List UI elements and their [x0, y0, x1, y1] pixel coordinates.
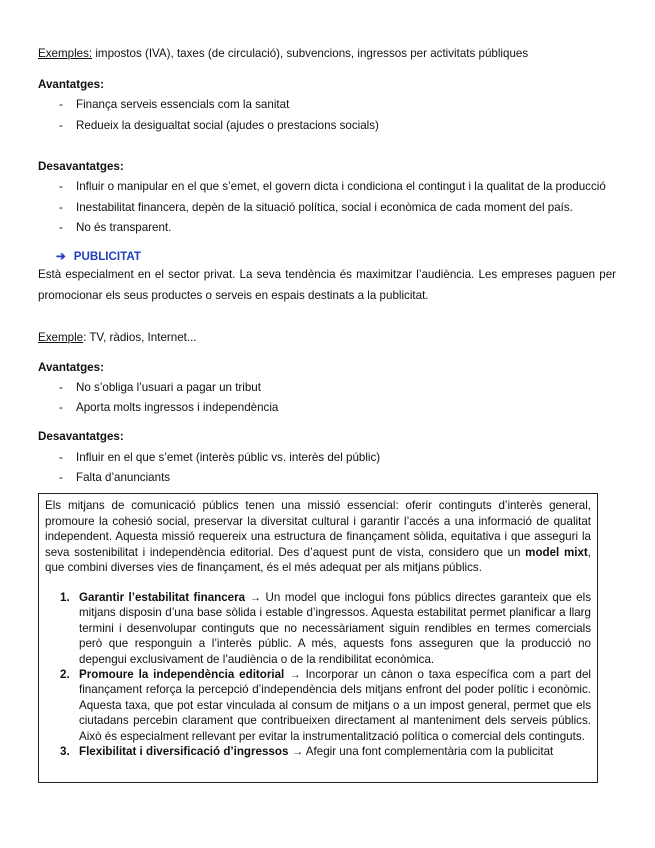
bullet-dash: -	[59, 119, 63, 132]
item-title: Promoure la independència editorial	[79, 668, 285, 682]
example-text: : TV, ràdios, Internet...	[83, 331, 197, 344]
item-number: 3.	[60, 745, 70, 759]
bullet-dash: -	[59, 471, 63, 484]
examples-label: Exemples:	[38, 47, 93, 60]
list-item-text: Redueix la desigualtat social (ajudes o prestacions socials)	[76, 119, 379, 132]
bullet-dash: -	[59, 180, 63, 193]
examples-line	[38, 47, 528, 60]
list-item-text: Falta d’anunciants	[76, 471, 171, 484]
item-text: → Afegir una font complementària com la publicitat	[288, 745, 554, 759]
numbered-item	[45, 744, 591, 759]
examples-text: impostos (IVA), taxes (de circulació), subvencions, ingressos per activitats públiques	[92, 47, 529, 60]
numbered-item	[45, 590, 591, 667]
example-line	[38, 331, 197, 344]
list-item-text: Influir en el que s’emet (interès públic vs. interès del públic)	[76, 451, 381, 464]
item-text: → Incorporar un cànon o taxa específica com a part del finançament reforça la percepció d’independència dels mitjans enfront del poder polític i econòmic. Aquesta taxa, que pot estar vinculada al consum de mitjans o a un impost general, permet que els ciutadans percebin clarament que contribueixen directament al manteniment dels serveis públics. Això és especialment rellevant per evitar la instrumentalització política o comercial dels continguts.	[79, 668, 591, 743]
box-intro	[45, 498, 591, 576]
item-title: Garantir l’estabilitat financera	[79, 591, 246, 604]
numbered-list	[45, 590, 591, 759]
item-text: → Un model que inclogui fons públics directes garanteix que els mitjans disposin d’una base sòlida i estable d’ingressos. Aquesta estabilitat permet planificar a llarg termini i desenvolupar continguts que no necessàriament siguin rendibles en termes comercials però que responguin a l’interès públic. A més, aquests fons asseguren que la producció no depengui exclusivament de l’audiència o de la rendibilitat econòmica.	[79, 591, 591, 666]
disadvantages-title: Desavantatges:	[38, 430, 124, 443]
list-item-text: Aporta molts ingressos i independència	[76, 401, 279, 414]
list-item-text: No és transparent.	[76, 221, 172, 234]
section-heading	[56, 249, 141, 263]
advantages-title: Avantatges:	[38, 361, 104, 374]
advantages-title: Avantatges:	[38, 78, 104, 91]
list-item-text: Influir o manipular en el que s’emet, el govern dicta i condiciona el contingut i la qualitat de la producció	[76, 180, 606, 193]
opinion-box	[38, 493, 598, 783]
example-label: Exemple	[38, 331, 84, 344]
bullet-dash: -	[59, 98, 63, 111]
list-item-text: Inestabilitat financera, depèn de la situació política, social i econòmica de cada moment del país.	[76, 201, 573, 214]
intro-bold: model mixt	[525, 545, 588, 559]
list-item-text: Finança serveis essencials com la sanitat	[76, 98, 290, 111]
intro-text-end: , que combini diverses vies de finançament, és el més adequat per als mitjans públics.	[45, 545, 592, 575]
bullet-dash: -	[59, 401, 63, 414]
bullet-dash: -	[59, 201, 63, 214]
item-title: Flexibilitat i diversificació d’ingressos	[79, 745, 289, 759]
numbered-item	[45, 667, 591, 744]
section-description: Està especialment en el sector privat. La seva tendència és maximitzar l’audiència. Les empreses paguen per promocionar els seus productes o serveis en espais destinats a la publicitat.	[38, 268, 616, 302]
arrow-right-icon: ➔	[56, 250, 66, 263]
item-number: 2.	[60, 668, 70, 682]
list-item-text: No s’obliga l’usuari a pagar un tribut	[76, 381, 261, 394]
disadvantages-title: Desavantatges:	[38, 160, 124, 173]
item-number: 1.	[60, 591, 70, 604]
bullet-dash: -	[59, 381, 63, 394]
bullet-dash: -	[59, 451, 63, 464]
intro-text: Els mitjans de comunicació públics tenen una missió essencial: oferir continguts d’interès general, promoure la cohesió social, preservar la diversitat cultural i garantir l’accés a una informació de qualitat independent. Aquesta missió requereix una estructura de finançament sòlida, equitativa i que asseguri la seva sostenibilitat i independència editorial. Des d’aquest punt de vista, considero que un	[45, 499, 591, 559]
bullet-dash: -	[59, 221, 63, 234]
section-heading-text: PUBLICITAT	[73, 250, 141, 263]
